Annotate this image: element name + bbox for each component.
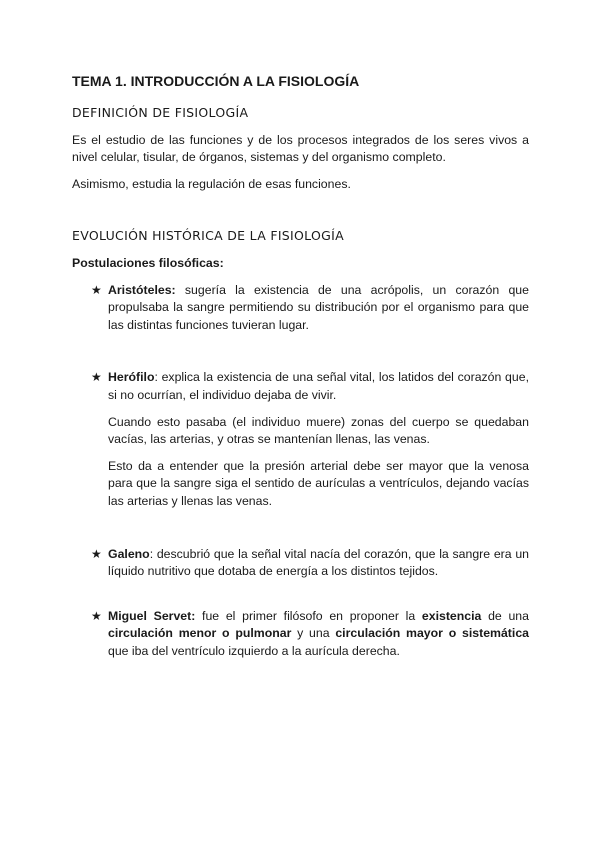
aristoteles-text: sugería la existencia de una acrópolis, un corazón que propulsaba la sangre permitiendo su distribución por el organismo para que las distintas funciones tuvieran lugar. xyxy=(108,282,529,332)
herofilo-name: Herófilo xyxy=(108,370,155,385)
evolution-heading: EVOLUCIÓN HISTÓRICA DE LA FISIOLOGÍA xyxy=(72,228,344,244)
list-item-herofilo xyxy=(72,369,529,510)
list-item-aristoteles xyxy=(72,282,529,335)
servet-bold-circulacion-menor: circulación menor o pulmonar xyxy=(108,626,292,641)
star-bullet-icon: ★ xyxy=(91,282,102,297)
servet-text-1: fue el primer filósofo en proponer la xyxy=(195,608,422,623)
star-bullet-icon: ★ xyxy=(91,546,102,561)
galeno-paragraph xyxy=(108,546,529,581)
servet-text-3: y una xyxy=(291,626,336,641)
star-bullet-icon: ★ xyxy=(91,608,102,623)
regulation-paragraph: Asimismo, estudia la regulación de esas funciones. xyxy=(72,176,351,191)
servet-text-4: que iba del ventrículo izquierdo a la aurícula derecha. xyxy=(108,643,400,658)
herofilo-paragraph xyxy=(108,369,529,404)
postulations-heading: Postulaciones filosóficas: xyxy=(72,255,224,270)
servet-name: Miguel Servet: xyxy=(108,608,196,623)
aristoteles-name: Aristóteles: xyxy=(108,282,176,297)
galeno-name: Galeno xyxy=(108,546,150,561)
galeno-text: : descubrió que la señal vital nacía del corazón, que la sangre era un líquido nutritivo que dotaba de energía a los distintos tejidos. xyxy=(108,546,529,579)
list-item-galeno xyxy=(72,546,529,581)
philosophers-list xyxy=(72,282,529,661)
herofilo-paragraph-2: Cuando esto pasaba (el individuo muere) zonas del cuerpo se quedaban vacías, las arterias, y otras se mantenían llenas, las venas. xyxy=(108,414,529,447)
servet-paragraph xyxy=(108,608,529,661)
servet-bold-circulacion-mayor: circulación mayor o sistemática xyxy=(335,626,529,641)
servet-text-2: de una xyxy=(481,608,529,623)
definition-paragraph: Es el estudio de las funciones y de los procesos integrados de los seres vivos a nivel celular, tisular, de órganos, sistemas y del organismo completo. xyxy=(72,132,529,165)
herofilo-text: : explica la existencia de una señal vital, los latidos del corazón que, si no ocurrían, el individuo dejaba de vivir. xyxy=(108,370,529,402)
herofilo-paragraph-3: Esto da a entender que la presión arterial debe ser mayor que la venosa para que la sangre siga el sentido de aurículas a ventrículos, dejando vacías las arterias y llenas las venas. xyxy=(108,458,529,508)
list-item-servet xyxy=(72,608,529,661)
definition-heading: DEFINICIÓN DE FISIOLOGÍA xyxy=(72,105,249,120)
servet-bold-existencia: existencia xyxy=(421,608,482,623)
document-title: TEMA 1. INTRODUCCIÓN A LA FISIOLOGÍA xyxy=(72,73,360,89)
aristoteles-paragraph xyxy=(108,282,529,335)
star-bullet-icon: ★ xyxy=(91,370,102,385)
